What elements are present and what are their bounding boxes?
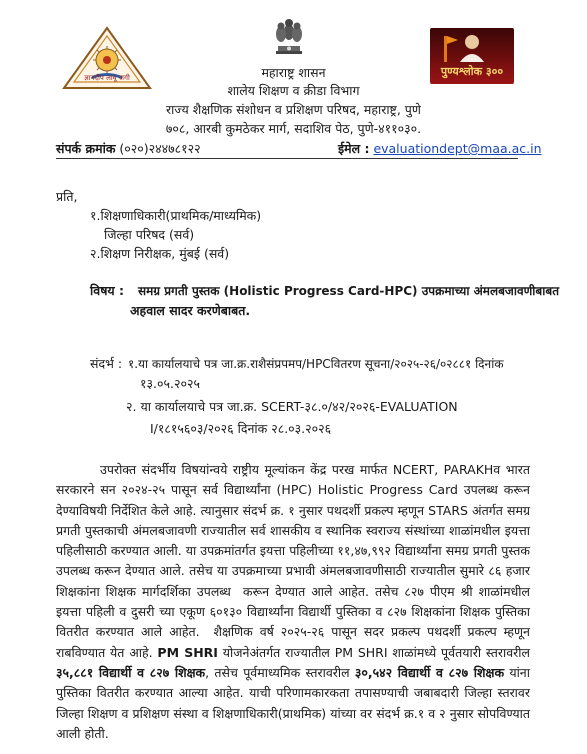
email-label: ईमेल : <box>338 141 370 156</box>
header-dept: शालेय शिक्षण व क्रीडा विभाग <box>227 83 360 98</box>
scert-logo-motto: ज्ञानदीप लावू जगी <box>84 74 130 82</box>
recipient-line-1: १.शिक्षणाधिकारी(प्राथमिक/माध्यमिक) <box>90 208 262 223</box>
email-link[interactable]: evaluationdept@maa.ac.in <box>373 141 542 156</box>
reference-2-line-1: २. या कार्यालयाचे पत्र जा.क्र. SCERT-३८.०/४२/२०२६-EVALUATION <box>126 399 458 414</box>
body-paragraph <box>56 460 534 744</box>
header-address: ७०८, आरबी कुमठेकर मार्ग, सदाशिव पेठ, पुणे-४११०३०. <box>165 121 422 136</box>
header-govt: महाराष्ट्र शासन <box>261 65 326 80</box>
contact-email <box>338 140 542 157</box>
body-text-4: यांना पुस्तिका वितरीत करण्यात आल्या आहेत. याची परिणामकारकता तपासण्याची जबाबदारी जिल्हा स्तरावर जिल्हा शिक्षण व प्रशिक्षण संस्था व शिक्षणाधिकारी(प्राथमिक) यांच्या वर संदर्भ क्र.१ व २ नुसार सोपविण्यात आली होती. <box>56 664 530 741</box>
subject-label: विषय : <box>90 283 125 298</box>
header-council: राज्य शैक्षणिक संशोधन व प्रशिक्षण परिषद, महाराष्ट्र, पुणे <box>166 102 421 117</box>
subject-line-1: समग्र प्रगती पुस्तक (Holistic Progress Card-HPC) उपक्रमाच्या अंमलबजावणीबाबत <box>138 284 560 298</box>
reference-label: संदर्भ : <box>90 356 123 371</box>
reference-1-line-2: १३.०५.२०२५ <box>140 376 200 391</box>
phone-label: संपर्क क्रमांक <box>56 141 116 156</box>
recipient-line-3: २.शिक्षण निरीक्षक, मुंबई (सर्व) <box>90 246 230 261</box>
contact-phone <box>56 140 201 157</box>
phone-number: (०२०)२४४७८१२२ <box>119 141 201 156</box>
subject-line-2: अहवाल सादर करणेबाबत. <box>130 303 251 318</box>
body-text-2: योजनेअंतर्गत राज्यातील PM SHRI शाळांमध्ये पूर्वतयारी स्तरावरील <box>217 644 530 660</box>
body-middle-count: ३०,५४२ विद्यार्थी व ८२७ शिक्षक <box>354 664 505 680</box>
body-pmshri-bold: PM SHRI <box>157 644 218 660</box>
reference-2-line-2: I/१८१५६०३/२०२६ दिनांक २८.०३.२०२६ <box>150 421 332 436</box>
recipient-prati: प्रति, <box>56 189 78 204</box>
body-preparatory-count: ३५,८८१ विद्यार्थी व ८२७ शिक्षक <box>56 664 206 680</box>
header-divider <box>56 158 518 159</box>
body-text-3: , तसेच पूर्वमाध्यमिक स्तरावरील <box>205 664 355 680</box>
recipient-line-2: जिल्हा परिषद (सर्व) <box>104 227 195 242</box>
body-text-1: उपरोक्त संदर्भीय विषयांन्वये राष्ट्रीय मूल्यांकन केंद्र परख मार्फत NCERT, PARAKHव भारत सरकारने सन २०२४-२५ पासून सर्व विद्यार्थ्यांना (HPC) Holistic Progress Card उपलब्ध करून देण्याविषयी निर्देशित केले आहे. त्यानुसार संदर्भ क्र. १ नुसार पथदर्शी प्रकल्प म्हणून STARS अंतर्गत समग्र प्रगती पुस्तकाची अंमलबजावणी राज्यातील सर्व शासकीय व स्थानिक स्वराज्य संस्थांच्या शाळांमधील इयत्ता पहिलीसाठी करण्यात आली. या उपक्रमांतर्गत इयत्ता पहिलीच्या ११,४७,९९२ विद्यार्थ्यांना समग्र प्रगती पुस्तक उपलब्ध करून देण्यात आले. तसेच या उपक्रमाच्या प्रभावी अंमलबजावणीसाठी राज्यातील सुमारे ८६ हजार शिक्षकांना शिक्षक मार्गदर्शिका उपलब्ध करून देण्यात आले आहेत. तसेच ८२७ पीएम श्री शाळांमधील इयत्ता पहिली व दुसरी च्या एकूण ६०१३० विद्यार्थ्यांना विद्यार्थी पुस्तिका व ८२७ शिक्षकांना शिक्षक पुस्तिका वितरीत करण्यात आले आहेत. शैक्षणिक वर्ष २०२५-२६ पासून सदर प्रकल्प पथदर्शी प्रकल्प म्हणून राबविण्यात येत आहे. <box>56 462 534 660</box>
reference-1-line-1: १.या कार्यालयाचे पत्र जा.क्र.राशैसंप्रपमप/HPCवितरण सूचना/२०२५-२६/०२८८१ दिनांक <box>128 357 504 371</box>
state-emblem-icon <box>272 16 306 58</box>
punyashlok-logo-text: पुण्यश्लोक ३०० <box>440 65 504 78</box>
